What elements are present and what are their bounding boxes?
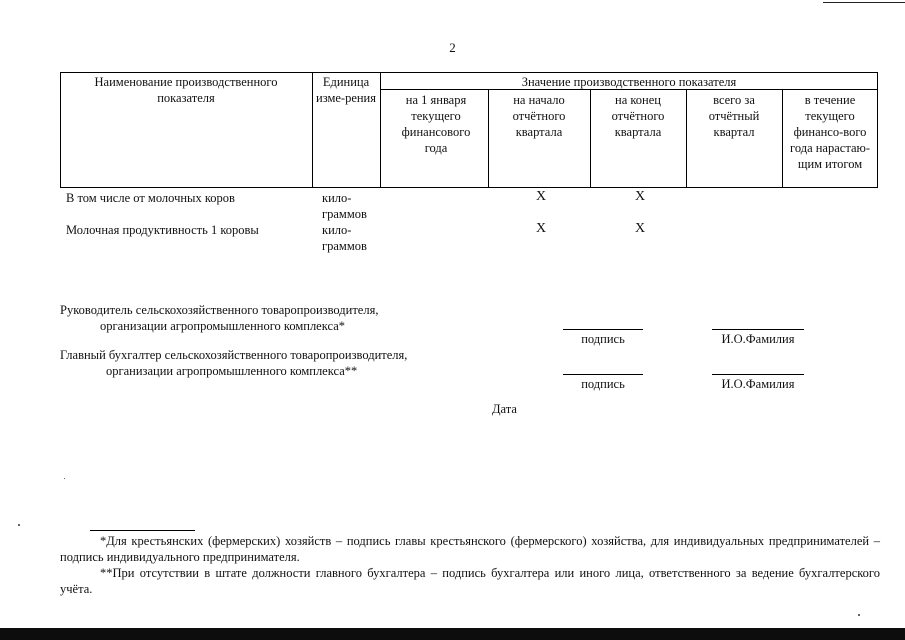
row-1-value-3: X [634,189,646,204]
signature-2-sign-caption: подпись [581,377,625,391]
signature-2-role-line1: Главный бухгалтер сельскохозяйственного товаропроизводителя, [60,348,408,362]
col-sep-name [312,72,313,188]
scan-speck [64,478,65,479]
header-sub-ytd: в течение текущего финансо-вого года нарастаю-щим итогом [790,93,870,171]
header-sub-quarter-total: всего за отчётный квартал [708,93,760,139]
top-right-rule [823,2,905,3]
signature-2-role-line2: организации агропромышленного комплекса** [106,364,358,378]
header-value-group: Значение производственного показателя [521,75,737,89]
row-1-unit: кило-граммов [322,191,367,221]
scan-speck [858,614,860,616]
signature-2-name-line [712,374,804,375]
row-2-value-2: X [535,221,547,236]
row-2-value-3: X [634,221,646,236]
footnote-2: **При отсутствии в штате должности главного бухгалтера – подпись бухгалтера или иного лица, ответственного за ведение бухгалтерского учёта. [60,566,880,596]
col-sep-3 [686,89,687,188]
row-1-value-2: X [535,189,547,204]
header-sub-quarter-end: на конец отчётного квартала [611,93,665,139]
header-sub-jan1: на 1 января текущего финансового года [401,93,471,155]
signature-1-role-line2: организации агропромышленного комплекса* [100,319,345,333]
table-border-top [60,72,878,73]
footnote-rule [90,530,195,531]
header-unit: Единица изме-рения [316,75,376,105]
row-2-unit: кило-граммов [322,223,367,253]
footnote-1: *Для крестьянских (фермерских) хозяйств – подпись главы крестьянского (фермерского) хозяйства, для индивидуальных предпринимателей – подпись индивидуального предпринимателя. [60,534,880,564]
signature-1-sign-line [563,329,643,330]
header-sub-quarter-start: на начало отчётного квартала [512,93,566,139]
row-1-name: В том числе от молочных коров [66,191,235,205]
table-border-bottom [60,187,878,188]
signature-2-sign-line [563,374,643,375]
signature-1-sign-caption: подпись [581,332,625,346]
table-border-left [60,72,61,188]
scan-speck [18,524,20,526]
date-label: Дата [492,402,517,416]
col-sep-4 [782,89,783,188]
signature-1-name-caption: И.О.Фамилия [721,332,795,346]
header-name: Наименование производственного показателя [94,75,278,105]
page-number: 2 [449,40,456,55]
col-sep-1 [488,89,489,188]
signature-2-name-caption: И.О.Фамилия [721,377,795,391]
indicator-table-header [60,72,878,188]
scan-bottom-edge [0,628,905,640]
signature-1-role-line1: Руководитель сельскохозяйственного товаропроизводителя, [60,303,379,317]
signature-1-name-line [712,329,804,330]
row-2-name: Молочная продуктивность 1 коровы [66,223,259,237]
col-sep-2 [590,89,591,188]
